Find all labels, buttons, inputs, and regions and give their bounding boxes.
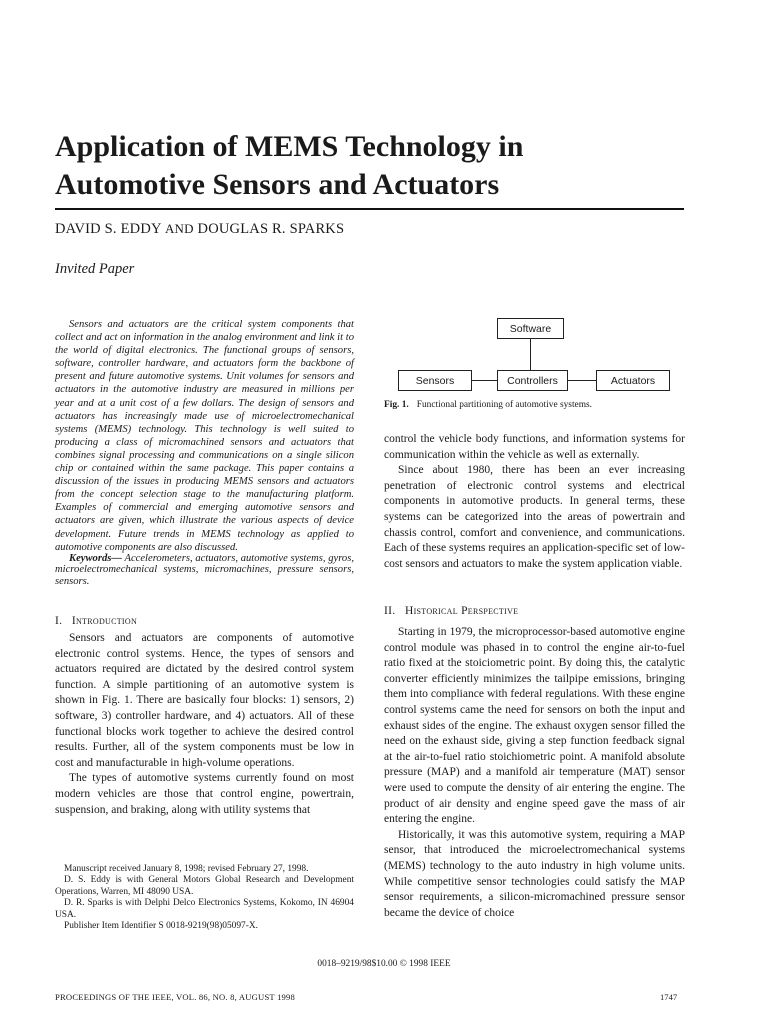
- paragraph: control the vehicle body functions, and information systems for communication within the vehicle as well as externally.: [384, 433, 685, 461]
- authors-and: AND: [164, 221, 194, 236]
- paragraph: Sensors and actuators are components of automotive electronic control systems. Hence, the types of sensors and actuators required are dictated by the desired control system function. A simple partitioning of an automotive system is shown in Fig. 1. There are basically four blocks: 1) sensors, 2) software, 3) controller hardware, and 4) actuators. All of these functional blocks work together to achieve the desired control results. Further, all of the system components must be low in cost and manufacturable in high-volume operations.: [55, 632, 354, 769]
- paragraph: Historically, it was this automotive system, requiring a MAP sensor, that introduced the microelectromechanical systems (MEMS) technology to the auto industry in high volume units. While competitive sensor technologies could satisfy the MAP sensor requirements, a silicon-micromachined pressure sensor became the device of choice: [384, 828, 685, 919]
- paragraph: Since about 1980, there has been an ever increasing penetration of electronic control systems and electrical components in automotive products. In general terms, these systems can be categorized into the areas of powertrain and chassis control, comfort and convenience, and communications. Each of these systems requires an application-specific set of low-cost sensors and actuators to make the system application viable.: [384, 464, 685, 570]
- footnote: D. R. Sparks is with Delphi Delco Electronics Systems, Kokomo, IN 46904 USA.: [55, 898, 354, 920]
- figure-1-caption: [384, 400, 592, 410]
- diagram-connector-left: [472, 380, 498, 381]
- right-column-body: [384, 432, 685, 572]
- author-2: DOUGLAS R. SPARKS: [197, 221, 345, 237]
- footnotes: [55, 864, 354, 932]
- keywords-label: Keywords—: [69, 553, 122, 564]
- section-number: II.: [384, 605, 396, 617]
- title-line-2: Automotive Sensors and Actuators: [55, 168, 500, 201]
- title-rule: [55, 208, 684, 210]
- authors: [55, 221, 344, 238]
- title-line-1: Application of MEMS Technology in: [55, 130, 524, 163]
- section-heading-introduction: [55, 615, 137, 627]
- diagram-box-controllers: Controllers: [497, 370, 568, 391]
- paper-title: [55, 128, 695, 204]
- section-heading-historical: [384, 605, 518, 617]
- section-title: Introduction: [71, 615, 138, 627]
- footnote: D. S. Eddy is with General Motors Global Research and Development Operations, Warren, MI 48090 USA.: [55, 875, 354, 897]
- historical-body: [384, 625, 685, 921]
- paragraph: Starting in 1979, the microprocessor-based automotive engine control module was phased in to control the engine air-to-fuel ratio fixed at the stoiciometric point. By doing this, the catalytic converter efficiently minimizes the tailpipe emissions, bringing them into compliance with federal regulations. With these engine control systems came the need for sensors on both the input and exhaust sides of the engine. The exhaust oxygen sensor filled the need on the exhaust side, giving a step function feedback signal at the air-to-fuel ratio stoichiometric point. A manifold absolute pressure (MAP) and a manifold air temperature (MAT) sensor were used to compute the density of air entering the engine. The product of air density and engine speed gave the mass of air entering the engine.: [384, 626, 685, 826]
- keywords-text: Accelerometers, actuators, automotive systems, gyros, microelectromechanical systems, micromachines, pressure sensors, sensors.: [55, 553, 354, 587]
- diagram-box-actuators: Actuators: [596, 370, 670, 391]
- introduction-body: [55, 631, 354, 818]
- invited-paper-label: Invited Paper: [55, 261, 135, 277]
- diagram-connector-right: [568, 380, 596, 381]
- footnote: Manuscript received January 8, 1998; revised February 27, 1998.: [64, 864, 309, 874]
- diagram-connector-vertical: [530, 339, 531, 371]
- footnote: Publisher Item Identifier S 0018-9219(98)05097-X.: [64, 921, 258, 932]
- page-number: 1747: [660, 992, 678, 1002]
- abstract: Sensors and actuators are the critical system components that collect and act on information in the analog environment and link it to the world of digital electronics. The functional groups of sensors, software, controller hardware, and actuators form the backbone of present and future automotive systems. Unit volumes for sensors and actuators in the automotive industry are measured in millions per year and at a unit cost of a few dollars. The design of sensors and actuators has increasingly made use of microelectromechanical systems (MEMS) technology. This technology is well suited to producing a class of micromachined sensors and actuators that combines signal processing and communications on a single silicon chip or contained within the same package. This paper contains a discussion of the issues in producing MEMS sensors and actuators from the concept selection stage to the manufacturing platform. Examples of commercial and emerging automotive sensors and actuators are given, which illustrate the various aspects of device development. Future trends in MEMS technology as applied to automotive components are also discussed.: [55, 319, 354, 553]
- section-title: Historical Perspective: [404, 605, 519, 617]
- section-number: I.: [55, 615, 63, 627]
- figure-caption-text: Functional partitioning of automotive systems.: [416, 400, 592, 410]
- paragraph: The types of automotive systems currently found on most modern vehicles are those that control engine, powertrain, suspension, and braking, along with utility systems that: [55, 772, 354, 816]
- figure-label: Fig. 1.: [384, 400, 409, 410]
- copyright-line: 0018–9219/98$10.00 © 1998 IEEE: [317, 959, 451, 969]
- author-1: DAVID S. EDDY: [55, 221, 162, 237]
- diagram-box-sensors: Sensors: [398, 370, 472, 391]
- keywords: [55, 553, 354, 587]
- journal-footer: PROCEEDINGS OF THE IEEE, VOL. 86, NO. 8, AUGUST 1998: [55, 992, 296, 1002]
- diagram-box-software: Software: [497, 318, 564, 339]
